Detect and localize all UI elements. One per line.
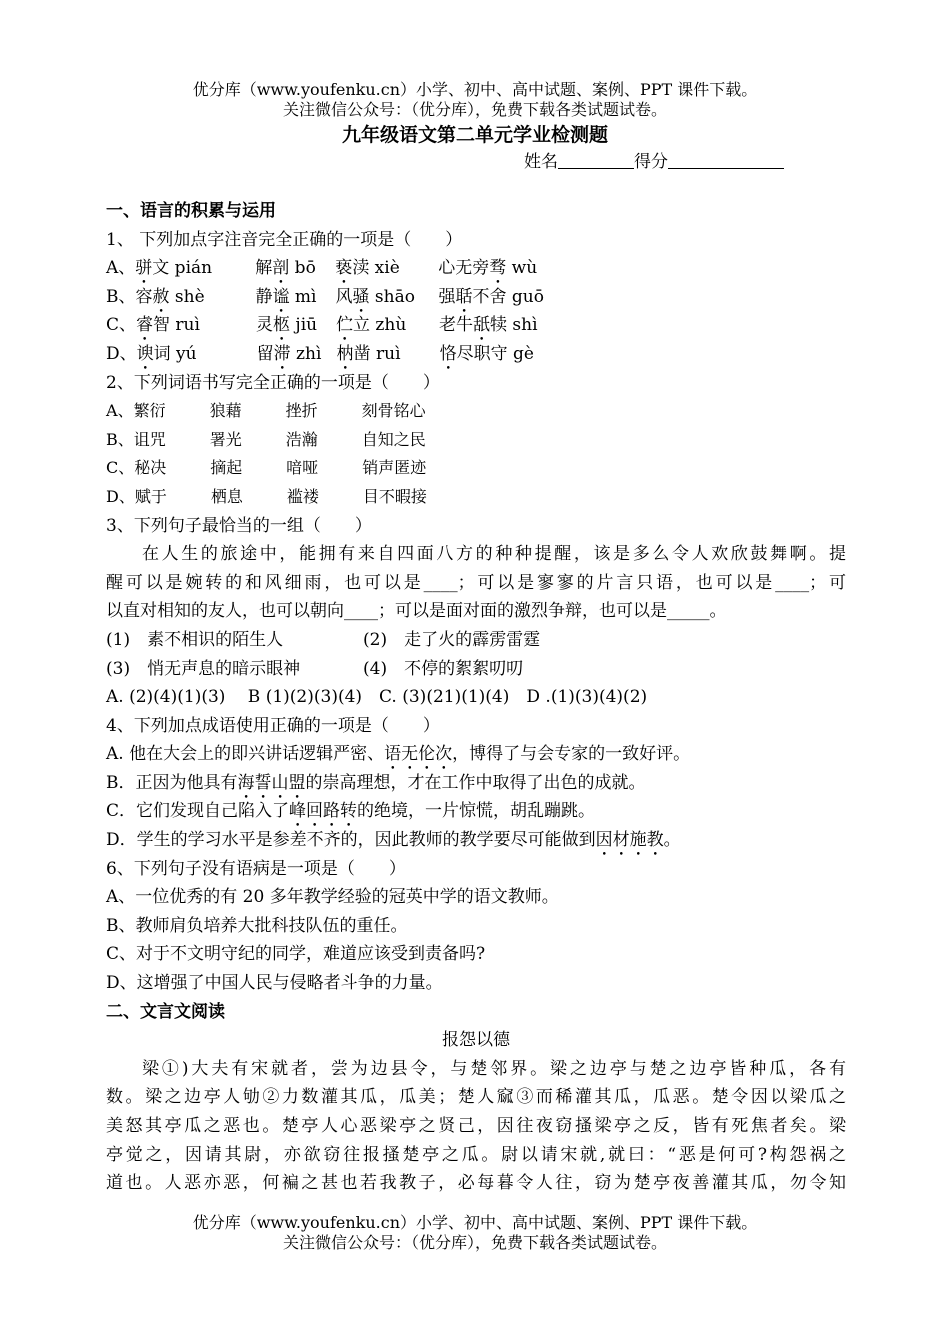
name-blank[interactable] xyxy=(558,150,634,169)
item-text: zhì xyxy=(290,343,322,364)
item-text: 词 yú xyxy=(153,343,197,364)
question-4-option xyxy=(106,826,846,855)
dotted-character: 睿 xyxy=(136,315,154,336)
question-6-option: B、教师肩负培养大批科技队伍的重任。 xyxy=(106,915,408,936)
option-word: 自知之民 xyxy=(361,429,426,449)
question-1-options xyxy=(106,254,846,368)
question-4-option xyxy=(106,769,846,798)
option-letter: A、 xyxy=(106,258,136,279)
phrase-option: (1) 素不相识的陌生人 xyxy=(106,629,284,650)
question-1-stem: 1、 下列加点字注音完全正确的一项是（ ） xyxy=(106,229,463,250)
option-letter: C、 xyxy=(106,315,137,336)
question-6-option: A、一位优秀的有 20 多年教学经验的冠英中学的语文教师。 xyxy=(106,887,559,908)
dotted-character: 舐 xyxy=(473,315,491,336)
section-heading-1: 一、语言的积累与运用 xyxy=(106,201,276,221)
question-3-paragraph-line: 醒可以是婉转的和风细雨，也可以是____；可以是寥寥的片言只语，也可以是____；可 xyxy=(106,572,846,593)
option-word: 赋于 xyxy=(134,486,167,506)
item-text: bō xyxy=(289,258,316,279)
passage-line: 梁①)大夫有宋就者，尝为边县令，与楚邻界。梁之边亭与楚之边亭皆种瓜，各有 xyxy=(142,1058,846,1079)
option-letter: B、 xyxy=(106,429,134,449)
item-text: 容 xyxy=(135,286,153,307)
option-text: D．学生的学习水平是参差不齐的，因此教师的教学要尽可能做到 xyxy=(106,830,596,851)
phrase-option: (2) 走了火的霹雳雷霆 xyxy=(363,629,541,650)
name-label: 姓名 xyxy=(524,152,558,172)
item-text: 留 xyxy=(256,343,274,364)
option-word: 栖息 xyxy=(210,486,243,506)
option-text: A. 他在大会上的即兴讲话逻辑严密、 xyxy=(106,744,385,765)
question-2-option xyxy=(106,426,846,455)
item-text: 静 xyxy=(255,286,273,307)
question-4-option xyxy=(106,797,846,826)
item-text: mì xyxy=(289,286,317,307)
section-heading-2: 二、文言文阅读 xyxy=(106,1001,225,1022)
footer-line-1: 优分库（www.youfenku.cn）小学、初中、高中试题、案例、PPT 课件下载。 xyxy=(192,1213,758,1232)
dotted-character: 骛 xyxy=(489,258,507,279)
dotted-idiom: 海誓山盟 xyxy=(237,772,306,793)
option-text: ，博得了与会专家的一致好评。 xyxy=(452,744,691,765)
passage-title: 报怨以德 xyxy=(442,1030,510,1051)
option-letter: D、 xyxy=(106,343,137,364)
exam-content xyxy=(106,197,846,1198)
option-word: 挫折 xyxy=(285,401,318,421)
question-6-option: C、对于不文明守纪的同学，难道应该受到责备吗? xyxy=(106,944,486,965)
footer-line-2: 关注微信公众号：（优分库），免费下载各类试题试卷。 xyxy=(282,1233,667,1252)
item-text: 犊 shì xyxy=(490,315,538,336)
dotted-character: 谀 xyxy=(136,343,154,364)
question-3-phrase-row xyxy=(106,655,846,684)
option-text: 。 xyxy=(663,830,681,851)
page-title: 九年级语文第二单元学业检测题 xyxy=(341,124,608,146)
question-3-stem: 3、下列句子最恰当的一组（ ） xyxy=(106,515,372,536)
option-word: 褴褛 xyxy=(286,486,319,506)
option-word: 销声匿迹 xyxy=(362,458,427,478)
option-word: 浩瀚 xyxy=(285,429,318,449)
question-1-option xyxy=(106,311,846,340)
question-2-option xyxy=(106,454,846,483)
item-text: 智 ruì xyxy=(153,315,200,336)
item-text: 心无旁 xyxy=(438,258,490,279)
question-4-stem: 4、下列加点成语使用正确的一项是（ ） xyxy=(106,715,440,736)
dotted-character: 骚 xyxy=(352,286,370,307)
option-word: 喑哑 xyxy=(286,458,319,478)
dotted-character: 亵 xyxy=(335,258,353,279)
dotted-idiom: 因材施教 xyxy=(595,830,664,851)
item-text: 立 zhù xyxy=(353,315,407,336)
question-1-option xyxy=(106,283,846,312)
item-text: shè xyxy=(169,286,205,307)
question-4-option xyxy=(106,740,846,769)
dotted-character: 赦 xyxy=(152,286,170,307)
item-text: jiū xyxy=(290,315,318,336)
question-1-option xyxy=(106,340,846,369)
question-6-option: D、这增强了中国人民与侵略者斗争的力量。 xyxy=(106,973,443,994)
option-text: 的绝境，一片惊慌，胡乱蹦跳。 xyxy=(357,801,596,822)
passage-line: 道也。人恶亦恶，何褊之甚也若我教子，必每暮令人往，窃为楚亭夜善灌其瓜，勿令知 xyxy=(106,1173,846,1194)
phrase-option: (3) 悄无声息的暗示眼神 xyxy=(106,658,301,679)
item-text: 灵 xyxy=(256,315,274,336)
item-text: 文 pián xyxy=(152,258,213,279)
item-text: 解 xyxy=(255,258,273,279)
score-label: 得分 xyxy=(634,152,668,172)
option-text: C．它们发现自己陷入了 xyxy=(106,801,290,822)
item-text: shāo xyxy=(369,286,415,307)
question-3-paragraph-line: 在人生的旅途中，能拥有来自四面八方的种种提醒，该是多么令人欢欣鼓舞啊。提 xyxy=(142,544,846,565)
option-letter: C、 xyxy=(106,458,135,478)
passage-line: 美怒其亭瓜之恶也。楚亭人心恶梁亭之贤己，因往夜窃搔梁亭之反，皆有死焦者矣。梁 xyxy=(106,1116,846,1136)
dotted-idiom: 峰回路转 xyxy=(289,801,358,822)
option-word: 署光 xyxy=(209,429,242,449)
score-blank[interactable] xyxy=(668,150,784,169)
question-3-paragraph-line: 以直对相知的友人，也可以朝向____；可以是面对面的激烈争辩，也可以是_____。 xyxy=(106,601,727,622)
option-word: 诅咒 xyxy=(133,429,166,449)
item-text: 老牛 xyxy=(439,315,474,336)
question-2-options xyxy=(106,397,846,511)
option-word: 刻骨铭心 xyxy=(361,401,426,421)
question-2-stem: 2、下列词语书写完全正确的一项是（ ） xyxy=(106,372,440,393)
option-letter: B、 xyxy=(106,286,136,307)
dotted-character: 剖 xyxy=(272,258,290,279)
option-word: 秘决 xyxy=(134,458,167,478)
item-text: 强 xyxy=(438,286,456,307)
name-score-line xyxy=(524,150,784,174)
item-text: 风 xyxy=(335,286,353,307)
option-text: 的崇高理想，才在工作中取得了出色的成就。 xyxy=(305,772,646,793)
option-word: 目不暇接 xyxy=(362,486,427,506)
option-item xyxy=(440,340,534,374)
question-2-option xyxy=(106,397,846,426)
header-line-1: 优分库（www.youfenku.cn）小学、初中、高中试题、案例、PPT 课件下载。 xyxy=(192,80,758,99)
item-text: 尽职守 gè xyxy=(456,343,534,364)
option-word: 狼藉 xyxy=(209,401,242,421)
dotted-character: 谧 xyxy=(272,286,290,307)
passage-line: 数。梁之边亭人劬②力数灌其瓜，瓜美；楚人窳③而稀灌其瓜，瓜恶。楚令因以梁瓜之 xyxy=(106,1087,846,1108)
dotted-character: 滞 xyxy=(273,343,291,364)
phrase-option: (4) 不停的絮絮叨叨 xyxy=(363,658,524,679)
option-word: 繁衍 xyxy=(133,401,166,421)
dotted-character: 伫 xyxy=(336,315,354,336)
dotted-character: 聒 xyxy=(455,286,473,307)
header-line-2: 关注微信公众号：（优分库），免费下载各类试题试卷。 xyxy=(282,100,667,119)
question-3-phrase-row xyxy=(106,626,846,655)
question-1-option xyxy=(106,254,846,283)
question-4-options xyxy=(106,740,846,854)
option-text: B．正因为他具有 xyxy=(106,772,238,793)
item-text: 渎 xiè xyxy=(352,258,400,279)
passage-line: 亭觉之，因请其尉，亦欲窃往报搔楚亭之瓜。尉以请宋就,就曰：“恶是何可?构怨祸之 xyxy=(106,1144,846,1165)
option-word: 摘起 xyxy=(210,458,243,478)
item-text: wù xyxy=(506,258,538,279)
dotted-character: 柩 xyxy=(273,315,291,336)
option-letter: A、 xyxy=(106,401,134,421)
dotted-character: 骈 xyxy=(135,258,153,279)
dotted-character: 恪 xyxy=(439,343,457,364)
dotted-character: 枘 xyxy=(336,343,354,364)
option-letter: D、 xyxy=(106,486,135,506)
question-3-answer-choices: A. (2)(4)(1)(3) B (1)(2)(3)(4) C. (3)(21)(1)(4) D .(1)(3)(4)(2) xyxy=(106,687,648,708)
item-text: 凿 ruì xyxy=(353,343,401,364)
question-6-stem: 6、下列句子没有语病是一项是（ ） xyxy=(106,858,406,879)
question-2-option xyxy=(106,483,846,512)
item-text: 不舍 guō xyxy=(472,286,544,307)
dotted-idiom: 语无伦次 xyxy=(384,744,453,765)
